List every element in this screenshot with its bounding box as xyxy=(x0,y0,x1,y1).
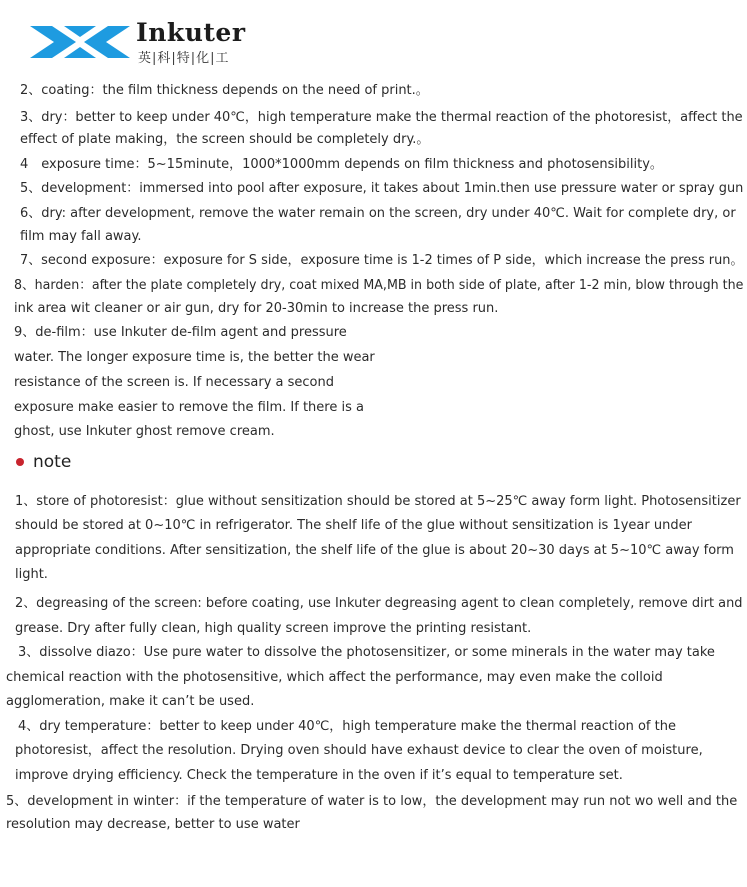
step-9-defilm-cont-3: exposure make easier to remove the film. If there is a xyxy=(14,400,364,415)
step-9-defilm: 9、de-film：use Inkuter de-film agent and pressure xyxy=(14,325,347,340)
note-4-dry-temperature: 4、dry temperature：better to keep under 40℃，high temperature make the thermal reaction of the xyxy=(18,719,676,734)
step-9-defilm-cont-4: ghost, use Inkuter ghost remove cream. xyxy=(14,424,275,439)
bullet-dot-icon xyxy=(16,458,24,466)
step-4-exposure: 4 exposure time：5~15minute，1000*1000mm depends on film thickness and photosensibility。 xyxy=(20,157,663,172)
inkuter-logo-icon xyxy=(30,20,130,64)
step-9-defilm-cont-1: water. The longer exposure time is, the better the wear xyxy=(14,350,375,365)
note-1-store-cont-3: light. xyxy=(15,567,48,582)
note-1-store-cont-1: should be stored at 0~10℃ in refrigerator. The shelf life of the glue without sensitization is 1year under xyxy=(15,518,692,533)
note-2-degreasing: 2、degreasing of the screen: before coating, use Inkuter degreasing agent to clean completely, remove dirt and xyxy=(15,596,743,611)
step-9-defilm-cont-2: resistance of the screen is. If necessary a second xyxy=(14,375,334,390)
note-5-development-winter: 5、development in winter：if the temperature of water is to low，the development may run not wo well and the xyxy=(6,794,738,809)
note-4-dry-temperature-cont-2: improve drying efficiency. Check the temperature in the oven if it’s equal to temperature set. xyxy=(15,768,623,783)
step-6-dry-cont: film may fall away. xyxy=(20,229,142,244)
note-1-store: 1、store of photoresist：glue without sensitization should be stored at 5~25℃ away form light. Photosensitizer xyxy=(15,494,741,509)
step-3-dry: 3、dry：better to keep under 40℃，high temperature make the thermal reaction of the photoresist，affect the xyxy=(20,110,743,125)
note-2-degreasing-cont: grease. Dry after fully clean, high quality screen improve the printing resistant. xyxy=(15,621,532,636)
step-8-harden-cont: ink area wit cleaner or air gun, dry for 20-30min to increase the press run. xyxy=(14,301,499,316)
step-3-dry-cont: effect of plate making，the screen should be completely dry.。 xyxy=(20,132,430,147)
step-7-second-exposure: 7、second exposure：exposure for S side，exposure time is 1-2 times of P side，which increase the press run。 xyxy=(20,253,744,268)
note-heading: note xyxy=(33,452,72,472)
step-5-development: 5、development：immersed into pool after exposure, it takes about 1min.then use pressure water or spray gun xyxy=(20,181,744,196)
step-8-harden: 8、harden：after the plate completely dry, coat mixed MA,MB in both side of plate, after 1-2 min, blow through the xyxy=(14,278,744,293)
note-5-development-winter-cont: resolution may decrease, better to use water xyxy=(6,817,300,832)
brand-logo xyxy=(30,18,270,68)
step-6-dry: 6、dry: after development, remove the water remain on the screen, dry under 40℃. Wait for complete dry, or xyxy=(20,206,736,221)
note-3-dissolve: 3、dissolve diazo：Use pure water to dissolve the photosensitizer, or some minerals in the water may take xyxy=(18,645,715,660)
brand-chinese-name: 英|科|特|化|工 xyxy=(138,51,230,66)
note-3-dissolve-cont-2: agglomeration, make it can’t be used. xyxy=(6,694,255,709)
brand-name: Inkuter xyxy=(136,18,246,47)
step-2-coating: 2、coating：the film thickness depends on the need of print.。 xyxy=(20,83,429,98)
note-4-dry-temperature-cont-1: photoresist，affect the resolution. Drying oven should have exhaust device to clear the oven of moisture, xyxy=(15,743,703,758)
note-3-dissolve-cont-1: chemical reaction with the photosensitive, which affect the performance, may even make the colloid xyxy=(6,670,663,685)
note-1-store-cont-2: appropriate conditions. After sensitization, the shelf life of the glue is about 20~30 days at 5~10℃ away form xyxy=(15,543,734,558)
